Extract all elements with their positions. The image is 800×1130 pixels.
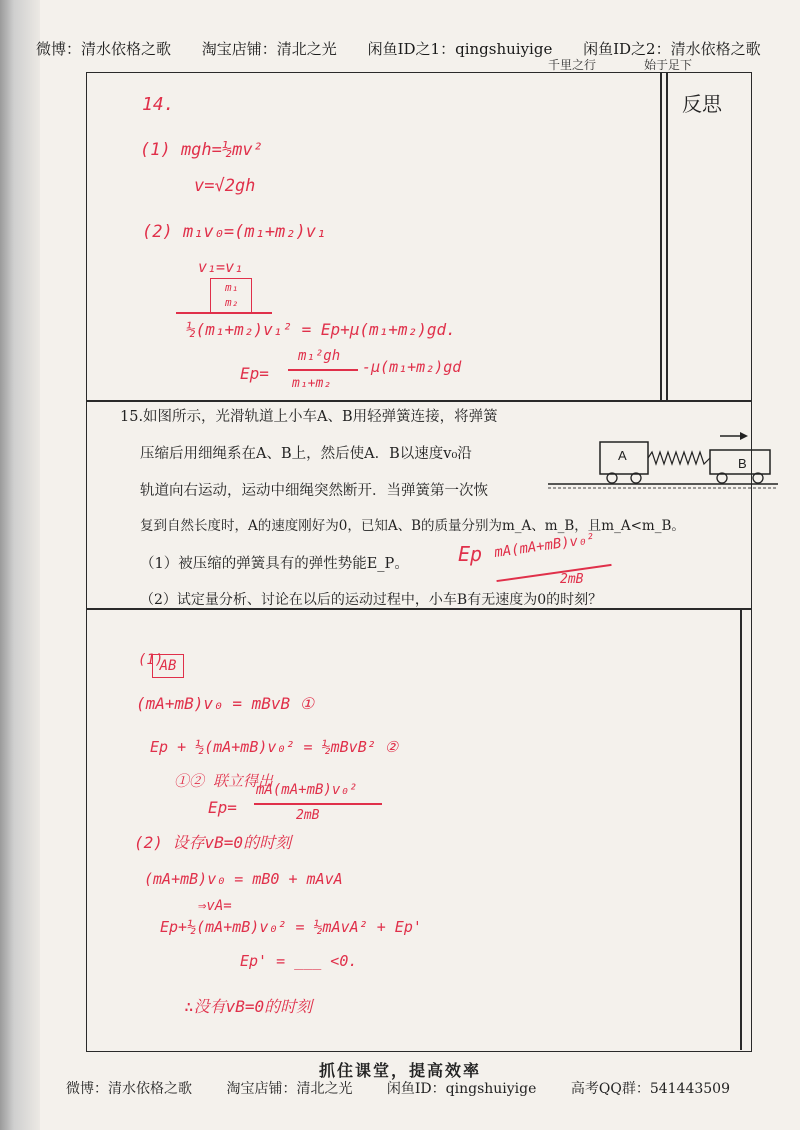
hw-line-6b: -μ(m₁+m₂)gd bbox=[362, 358, 462, 376]
hw-b6: (2) 设存vB=0的时刻 bbox=[134, 833, 292, 852]
hw-b5-den: 2mB bbox=[296, 808, 320, 823]
motto-right: 始于足下 bbox=[644, 58, 693, 72]
problem-question-1: （1）被压缩的弹簧具有的弹性势能E_P。 bbox=[140, 556, 409, 572]
hw-box-bot: m₂ bbox=[225, 296, 239, 309]
hw-ground-line bbox=[176, 312, 272, 314]
hw-fraction-bar bbox=[288, 369, 358, 371]
footer-weibo: 微博：清水依格之歌 bbox=[66, 1081, 192, 1097]
reflect-column-divider bbox=[660, 72, 662, 402]
hw-line-6-num: m₁²gh bbox=[298, 348, 341, 364]
hw-b5-fraction-bar bbox=[254, 803, 382, 805]
hw-b5a: Ep= bbox=[208, 798, 237, 817]
cart-spring-diagram bbox=[548, 428, 778, 498]
hw-line-3: (2) m₁v₀=(m₁+m₂)v₁ bbox=[142, 222, 327, 242]
footer-slogan: 抓住课堂，提高效率 bbox=[318, 1061, 481, 1080]
problem-line-2: 压缩后用细绳系在A、B上，然后使A．B以速度v₀沿 bbox=[140, 446, 472, 462]
reflect-label: 反思 bbox=[682, 92, 722, 116]
hw-b1-box: AB bbox=[152, 654, 184, 678]
section-divider-bottom bbox=[86, 608, 752, 610]
hw-b7: (mA+mB)v₀ = mB0 + mAvA bbox=[144, 870, 343, 888]
problem-question-2: （2）试定量分析、讨论在以后的运动过程中，小车B有无速度为0的时刻？ bbox=[140, 592, 603, 608]
hw-b8: ⇒vA= bbox=[198, 898, 232, 914]
hw-line-4: v₁=v₁ bbox=[198, 258, 244, 276]
reflect-column-divider-lower bbox=[740, 610, 742, 1050]
footer-xianyu: 闲鱼ID：qingshuiyige bbox=[386, 1081, 537, 1097]
cart-b-label: B bbox=[738, 456, 747, 471]
footer-qq: 高考QQ群：541443509 bbox=[570, 1081, 730, 1097]
reflect-column-divider-2 bbox=[666, 72, 668, 402]
hw-b4: ①② 联立得出 bbox=[174, 772, 274, 790]
note-denominator: 2mB bbox=[560, 572, 584, 587]
hw-line-1: (1) mgh=½mv² bbox=[140, 140, 263, 160]
section-divider-top bbox=[86, 400, 752, 402]
page-footer bbox=[66, 1078, 760, 1098]
note-numerator: mA(mA+mB)v₀² bbox=[493, 531, 596, 561]
hw-q14: 14. bbox=[142, 94, 175, 115]
note-ep: Ep bbox=[458, 542, 483, 566]
header-xianyu2: 闲鱼ID之2：清水依格之歌 bbox=[583, 40, 761, 58]
hw-b3: Ep + ½(mA+mB)v₀² = ½mBvB² ② bbox=[150, 738, 399, 756]
hw-b5-num: mA(mA+mB)v₀² bbox=[256, 782, 358, 798]
motto-left: 千里之行 bbox=[548, 58, 597, 72]
hw-block-box bbox=[210, 278, 252, 314]
hw-b9: Ep+½(mA+mB)v₀² = ½mAvA² + Ep' bbox=[160, 918, 422, 936]
hw-line-2: v=√2gh bbox=[194, 176, 256, 196]
hw-b2: (mA+mB)v₀ = mBvB ① bbox=[136, 694, 315, 713]
header-taobao: 淘宝店铺：清北之光 bbox=[201, 40, 337, 58]
footer-taobao: 淘宝店铺：清北之光 bbox=[226, 1081, 353, 1097]
hw-b11: ∴没有vB=0的时刻 bbox=[184, 997, 313, 1016]
hw-line-5: ½(m₁+m₂)v₁² = Ep+μ(m₁+m₂)gd. bbox=[186, 320, 456, 339]
cart-a-label: A bbox=[618, 448, 627, 463]
header-weibo: 微博：清水依格之歌 bbox=[36, 40, 172, 58]
header-xianyu1: 闲鱼ID之1：qingshuiyige bbox=[367, 40, 553, 58]
hw-b10: Ep' = ___ <0. bbox=[240, 952, 358, 970]
page-binding-shadow bbox=[0, 0, 40, 1130]
problem-line-1: 15.如图所示，光滑轨道上小车A、B用轻弹簧连接，将弹簧 bbox=[120, 409, 498, 425]
problem-line-3: 轨道向右运动，运动中细绳突然断开．当弹簧第一次恢 bbox=[140, 483, 488, 499]
hw-line-6-den: m₁+m₂ bbox=[292, 376, 332, 391]
hw-line-6a: Ep= bbox=[240, 364, 269, 383]
hw-b1: (1) bbox=[138, 652, 164, 668]
problem-line-4: 复到自然长度时，A的速度刚好为0，已知A、B的质量分别为m_A、m_B，且m_A<m_B。 bbox=[140, 518, 685, 534]
hw-box-top: m₁ bbox=[225, 281, 239, 294]
